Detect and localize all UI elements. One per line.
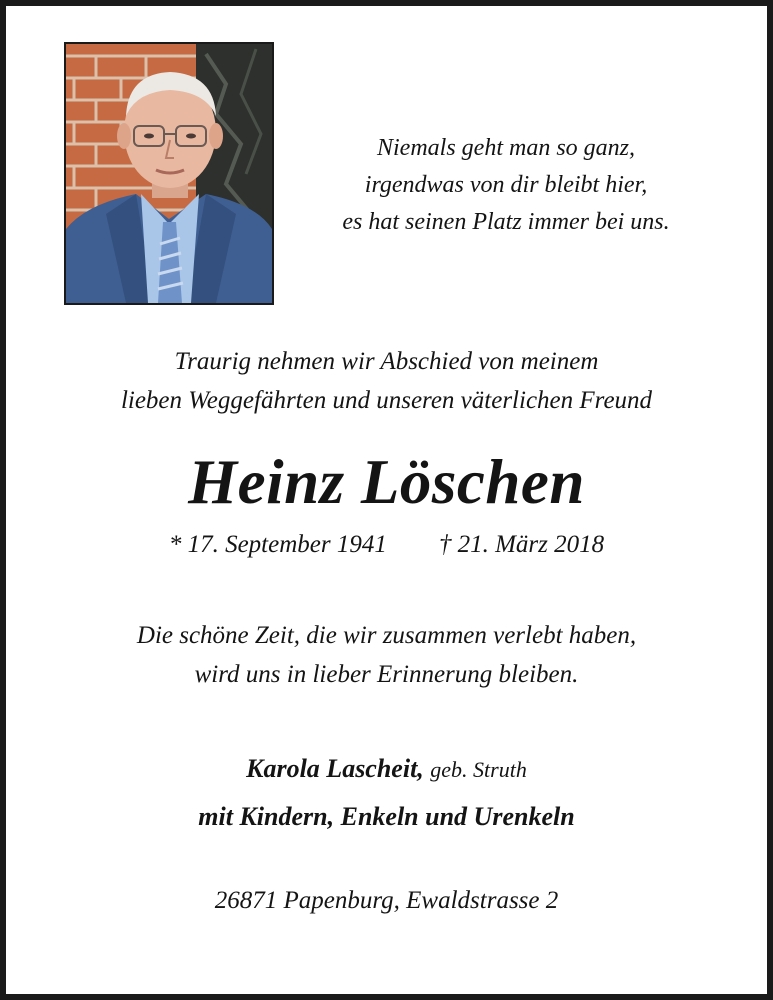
mourner-name-line xyxy=(6,750,767,789)
portrait-photo xyxy=(64,42,274,305)
memory-line: Die schöne Zeit, die wir zusammen verlebt haben, xyxy=(136,622,637,649)
poem-line: es hat seinen Platz immer bei uns. xyxy=(342,209,670,235)
intro-line: lieben Weggefährten und unseren väterlichen Freund xyxy=(120,387,653,414)
memory-line: wird uns in lieber Erinnerung bleiben. xyxy=(194,661,579,688)
farewell-intro xyxy=(6,342,767,420)
mourner-family: mit Kindern, Enkeln und Urenkeln xyxy=(198,802,575,831)
maiden-name: geb. Struth xyxy=(430,757,527,782)
intro-line: Traurig nehmen wir Abschied von meinem xyxy=(174,348,599,375)
mourner-name: Karola Lascheit, xyxy=(246,754,424,783)
address: 26871 Papenburg, Ewaldstrasse 2 xyxy=(214,887,559,914)
poem xyxy=(296,130,716,241)
birth-date: * 17. September 1941 xyxy=(168,531,387,558)
portrait-image xyxy=(66,44,272,303)
death-date: † 21. März 2018 xyxy=(438,531,605,558)
memory-text xyxy=(6,616,767,694)
life-dates xyxy=(6,527,767,563)
poem-line: Niemals geht man so ganz, xyxy=(377,135,635,161)
poem-line: irgendwas von dir bleibt hier, xyxy=(364,172,648,198)
deceased-name: Heinz Löschen xyxy=(188,447,585,517)
